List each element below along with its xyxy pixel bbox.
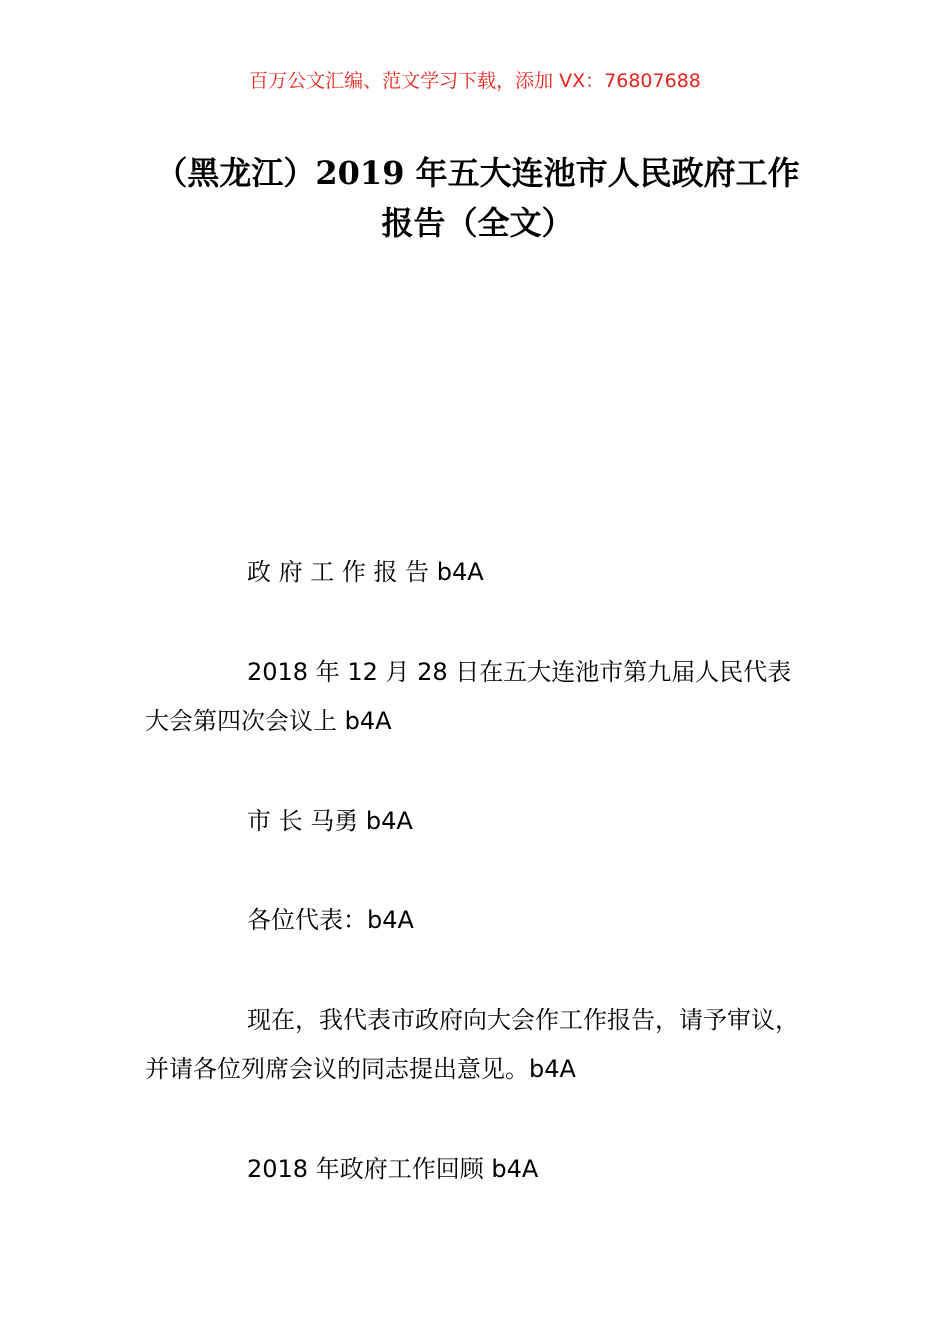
meeting-info-paragraph: 2018 年 12 月 28 日在五大连池市第九届人民代表大会第四次会议上 b4A: [145, 658, 792, 735]
document-title: （黑龙江）2019 年五大连池市人民政府工作报告（全文）: [155, 154, 800, 242]
section-heading-review: 2018 年政府工作回顾 b4A: [247, 1155, 539, 1183]
opening-paragraph: 现在，我代表市政府向大会作工作报告，请予审议，并请各位列席会议的同志提出意见。b4A: [145, 1006, 799, 1083]
speaker-line: 市 长 马勇 b4A: [247, 807, 413, 835]
salutation-line: 各位代表：b4A: [247, 906, 414, 934]
report-heading: 政 府 工 作 报 告 b4A: [247, 558, 484, 586]
header-watermark-note: 百万公文汇编、范文学习下载，添加 VX：76807688: [249, 70, 701, 92]
